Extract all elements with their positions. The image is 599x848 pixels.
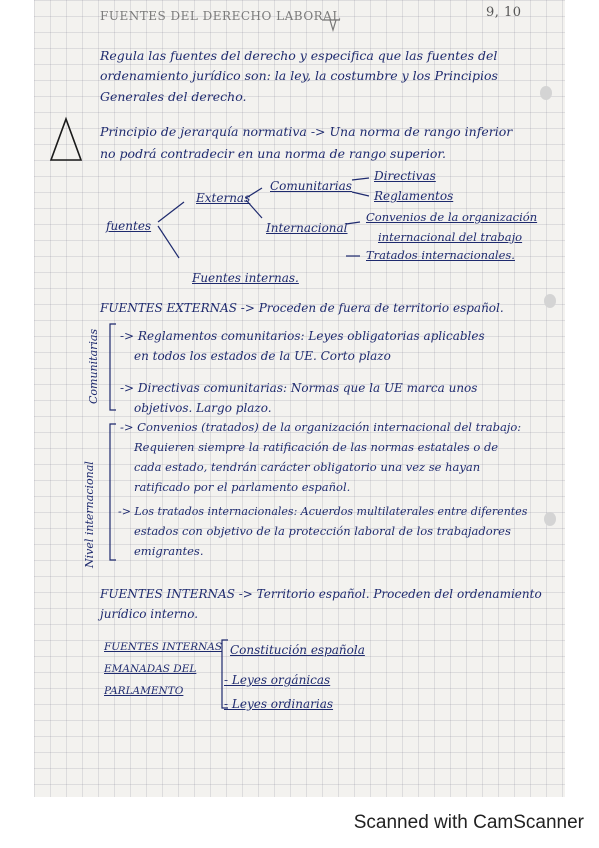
internas-left-label: PARLAMENTO (104, 685, 184, 697)
internas-left-label: EMANADAS DEL (104, 663, 197, 675)
directivas-line: -> Directivas comunitarias: Normas que la UE marca unos (120, 381, 478, 395)
page-title: FUENTES DEL DERECHO LABORAL (100, 9, 341, 23)
corner-page-numbers: 9, 10 (486, 5, 522, 20)
convenios-line: -> Convenios (tratados) de la organización internacional del trabajo: (120, 420, 522, 434)
intro-line: Generales del derecho. (100, 89, 247, 104)
reglamentos-line: en todos los estados de la UE. Corto plazo (134, 349, 391, 363)
side-label-internacional: Nivel internacional (83, 461, 96, 568)
internas-item-ordinarias: - Leyes ordinarias (224, 697, 334, 711)
internas-item-constitucion: Constitución española (230, 643, 365, 657)
intro-line: Regula las fuentes del derecho y especifica que las fuentes del (100, 48, 498, 63)
jerarquia-line: Principio de jerarquía normativa -> Una norma de rango inferior (100, 124, 513, 139)
tratados-line: emigrantes. (134, 544, 204, 558)
diagram-tratados: Tratados internacionales. (366, 248, 515, 262)
diagram-reglamentos: Reglamentos (374, 189, 454, 203)
convenios-line: ratificado por el parlamento español. (134, 480, 351, 494)
binder-hole (544, 512, 556, 526)
internas-heading-line: jurídico interno. (100, 607, 199, 621)
binder-hole (544, 294, 556, 308)
binder-hole (540, 86, 552, 100)
convenios-line: Requieren siempre la ratificación de las normas estatales o de (134, 440, 499, 454)
diagram-directivas: Directivas (374, 169, 436, 183)
reglamentos-line: -> Reglamentos comunitarios: Leyes obligatorias aplicables (120, 329, 485, 343)
internas-left-label: FUENTES INTERNAS (104, 641, 223, 653)
diagram-convenios: Convenios de la organización (366, 210, 538, 224)
directivas-line: objetivos. Largo plazo. (134, 401, 272, 415)
diagram-root-fuentes: fuentes (106, 219, 152, 233)
tratados-line: estados con objetivo de la protección laboral de los trabajadores (134, 524, 511, 538)
convenios-line: cada estado, tendrán carácter obligatorio una vez se hayan (134, 460, 481, 474)
diagram-convenios-cont: internacional del trabajo (378, 230, 523, 244)
jerarquia-line: no podrá contradecir en una norma de rango superior. (100, 146, 446, 161)
side-label-comunitarias: Comunitarias (87, 328, 100, 404)
diagram-comunitarias: Comunitarias (270, 179, 352, 193)
notebook-page (34, 0, 565, 797)
externas-heading: FUENTES EXTERNAS -> Proceden de fuera de territorio español. (100, 301, 504, 315)
scanner-footer: Scanned with CamScanner (353, 812, 584, 833)
internas-heading-line: FUENTES INTERNAS -> Territorio español. Proceden del ordenamiento (100, 587, 542, 601)
tratados-line: -> Los tratados internacionales: Acuerdos multilaterales entre diferentes (118, 505, 528, 518)
diagram-internas: Fuentes internas. (192, 271, 299, 285)
internas-item-organicas: - Leyes orgánicas (224, 673, 331, 687)
diagram-internacional: Internacional (266, 221, 348, 235)
diagram-externas: Externas (196, 191, 251, 205)
intro-line: ordenamiento jurídico son: la ley, la costumbre y los Principios (100, 68, 498, 83)
